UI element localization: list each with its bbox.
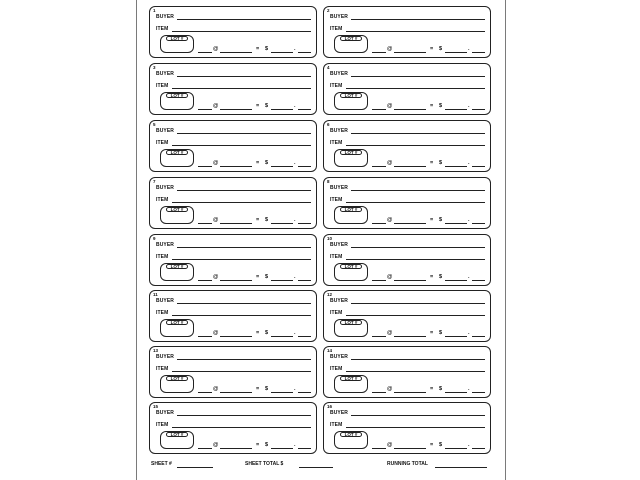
dollar-symbol: $: [439, 274, 443, 280]
dollar-symbol: $: [265, 330, 269, 336]
slip-number: 5: [153, 122, 156, 127]
buyer-line[interactable]: [351, 133, 485, 134]
sale-slip: [323, 346, 491, 398]
dollar-symbol: $: [439, 46, 443, 52]
quantity-line[interactable]: [372, 280, 386, 281]
equals-symbol: =: [256, 46, 260, 52]
equals-symbol: =: [256, 274, 260, 280]
quantity-line[interactable]: [198, 392, 212, 393]
dollars-line[interactable]: [271, 336, 293, 337]
equals-symbol: =: [430, 217, 434, 223]
slip-number: 15: [153, 404, 159, 409]
dollars-line[interactable]: [445, 280, 467, 281]
buyer-line[interactable]: [177, 247, 311, 248]
equals-symbol: =: [256, 160, 260, 166]
price-each-line[interactable]: [394, 448, 426, 449]
buyer-label: BUYER: [156, 71, 175, 77]
dollar-symbol: $: [439, 160, 443, 166]
dollars-line[interactable]: [445, 52, 467, 53]
quantity-line[interactable]: [372, 109, 386, 110]
running-total-label: RUNNING TOTAL: [387, 461, 428, 467]
dollar-symbol: $: [265, 103, 269, 109]
item-label: ITEM: [156, 310, 169, 316]
quantity-line[interactable]: [198, 223, 212, 224]
sale-slip: [149, 402, 317, 454]
price-each-line[interactable]: [220, 166, 252, 167]
at-symbol: @: [213, 442, 219, 448]
price-each-line[interactable]: [394, 392, 426, 393]
item-label: ITEM: [330, 310, 343, 316]
price-each-line[interactable]: [220, 336, 252, 337]
buyer-line[interactable]: [351, 190, 485, 191]
decimal-symbol: .: [468, 103, 470, 109]
item-line[interactable]: [346, 259, 485, 260]
item-line[interactable]: [172, 427, 311, 428]
cents-line[interactable]: [472, 448, 485, 449]
item-line[interactable]: [172, 202, 311, 203]
price-each-line[interactable]: [220, 448, 252, 449]
decimal-symbol: .: [294, 274, 296, 280]
lot-label: LOT #: [166, 207, 188, 212]
decimal-symbol: .: [468, 274, 470, 280]
decimal-symbol: .: [468, 330, 470, 336]
slip-number: 8: [327, 179, 330, 184]
sheet-number-label: SHEET #: [151, 461, 172, 467]
item-label: ITEM: [330, 83, 343, 89]
item-label: ITEM: [330, 140, 343, 146]
lot-label: LOT #: [166, 264, 188, 269]
item-label: ITEM: [156, 366, 169, 372]
item-line[interactable]: [346, 145, 485, 146]
at-symbol: @: [387, 330, 393, 336]
item-label: ITEM: [156, 140, 169, 146]
buyer-line[interactable]: [351, 247, 485, 248]
item-line[interactable]: [172, 315, 311, 316]
quantity-line[interactable]: [198, 52, 212, 53]
at-symbol: @: [213, 274, 219, 280]
at-symbol: @: [387, 46, 393, 52]
slip-number: 16: [327, 404, 333, 409]
buyer-label: BUYER: [330, 410, 349, 416]
quantity-line[interactable]: [198, 166, 212, 167]
price-each-line[interactable]: [220, 223, 252, 224]
at-symbol: @: [387, 217, 393, 223]
quantity-line[interactable]: [372, 336, 386, 337]
item-label: ITEM: [156, 254, 169, 260]
slip-number: 12: [327, 292, 333, 297]
buyer-line[interactable]: [177, 190, 311, 191]
dollars-line[interactable]: [271, 52, 293, 53]
buyer-label: BUYER: [156, 185, 175, 191]
at-symbol: @: [387, 442, 393, 448]
dollar-symbol: $: [265, 160, 269, 166]
dollars-line[interactable]: [271, 109, 293, 110]
buyer-line[interactable]: [351, 303, 485, 304]
buyer-line[interactable]: [177, 415, 311, 416]
item-label: ITEM: [330, 26, 343, 32]
item-line[interactable]: [346, 371, 485, 372]
sale-slip: [323, 290, 491, 342]
at-symbol: @: [213, 330, 219, 336]
dollar-symbol: $: [265, 46, 269, 52]
lot-label: LOT #: [340, 36, 362, 41]
quantity-line[interactable]: [198, 109, 212, 110]
sale-slip: [149, 6, 317, 58]
decimal-symbol: .: [294, 386, 296, 392]
cents-line[interactable]: [472, 392, 485, 393]
cents-line[interactable]: [472, 336, 485, 337]
buyer-label: BUYER: [330, 242, 349, 248]
cents-line[interactable]: [472, 223, 485, 224]
price-each-line[interactable]: [394, 280, 426, 281]
lot-label: LOT #: [340, 264, 362, 269]
buyer-label: BUYER: [330, 71, 349, 77]
price-each-line[interactable]: [394, 52, 426, 53]
dollars-line[interactable]: [271, 223, 293, 224]
dollar-symbol: $: [439, 217, 443, 223]
dollars-line[interactable]: [445, 336, 467, 337]
dollars-line[interactable]: [445, 109, 467, 110]
cents-line[interactable]: [298, 223, 311, 224]
dollars-line[interactable]: [271, 392, 293, 393]
item-line[interactable]: [172, 371, 311, 372]
quantity-line[interactable]: [372, 448, 386, 449]
lot-label: LOT #: [340, 93, 362, 98]
dollar-symbol: $: [439, 442, 443, 448]
at-symbol: @: [387, 274, 393, 280]
quantity-line[interactable]: [198, 280, 212, 281]
quantity-line[interactable]: [372, 52, 386, 53]
item-line[interactable]: [346, 88, 485, 89]
equals-symbol: =: [430, 442, 434, 448]
decimal-symbol: .: [294, 330, 296, 336]
item-line[interactable]: [346, 427, 485, 428]
lot-label: LOT #: [340, 150, 362, 155]
price-each-line[interactable]: [394, 109, 426, 110]
sale-slip: [149, 234, 317, 286]
buyer-line[interactable]: [351, 359, 485, 360]
dollars-line[interactable]: [445, 223, 467, 224]
sale-slip: [323, 63, 491, 115]
slip-number: 6: [327, 122, 330, 127]
buyer-line[interactable]: [351, 19, 485, 20]
price-each-line[interactable]: [220, 52, 252, 53]
slip-number: 4: [327, 65, 330, 70]
lot-label: LOT #: [166, 376, 188, 381]
buyer-label: BUYER: [156, 410, 175, 416]
lot-label: LOT #: [166, 36, 188, 41]
item-label: ITEM: [156, 422, 169, 428]
sale-slip: [149, 346, 317, 398]
equals-symbol: =: [256, 442, 260, 448]
decimal-symbol: .: [294, 217, 296, 223]
at-symbol: @: [213, 160, 219, 166]
slip-number: 3: [153, 65, 156, 70]
item-line[interactable]: [172, 145, 311, 146]
item-line[interactable]: [172, 259, 311, 260]
cents-line[interactable]: [298, 448, 311, 449]
cents-line[interactable]: [472, 280, 485, 281]
item-line[interactable]: [172, 31, 311, 32]
sale-slip: [323, 234, 491, 286]
sale-slip: [323, 120, 491, 172]
cents-line[interactable]: [472, 109, 485, 110]
cents-line[interactable]: [298, 280, 311, 281]
decimal-symbol: .: [294, 46, 296, 52]
dollars-line[interactable]: [271, 448, 293, 449]
buyer-line[interactable]: [177, 76, 311, 77]
cents-line[interactable]: [298, 166, 311, 167]
quantity-line[interactable]: [198, 448, 212, 449]
price-each-line[interactable]: [220, 280, 252, 281]
lot-label: LOT #: [340, 320, 362, 325]
slip-number: 11: [153, 292, 158, 297]
dollar-symbol: $: [439, 103, 443, 109]
dollar-symbol: $: [265, 274, 269, 280]
price-each-line[interactable]: [394, 336, 426, 337]
dollar-symbol: $: [439, 386, 443, 392]
sale-slip: [323, 177, 491, 229]
dollars-line[interactable]: [271, 166, 293, 167]
equals-symbol: =: [430, 160, 434, 166]
equals-symbol: =: [430, 274, 434, 280]
buyer-label: BUYER: [330, 185, 349, 191]
slip-number: 1: [153, 8, 156, 13]
at-symbol: @: [213, 103, 219, 109]
cents-line[interactable]: [472, 166, 485, 167]
buyer-label: BUYER: [156, 128, 175, 134]
item-label: ITEM: [330, 197, 343, 203]
sale-slip: [149, 63, 317, 115]
item-label: ITEM: [156, 83, 169, 89]
running-total-line[interactable]: [435, 467, 487, 468]
sale-slip: [323, 402, 491, 454]
at-symbol: @: [387, 386, 393, 392]
lot-label: LOT #: [166, 93, 188, 98]
quantity-line[interactable]: [372, 166, 386, 167]
buyer-label: BUYER: [330, 128, 349, 134]
slip-number: 10: [327, 236, 333, 241]
lot-label: LOT #: [166, 432, 188, 437]
decimal-symbol: .: [468, 46, 470, 52]
dollar-symbol: $: [265, 386, 269, 392]
cents-line[interactable]: [298, 52, 311, 53]
buyer-label: BUYER: [156, 242, 175, 248]
equals-symbol: =: [430, 386, 434, 392]
price-each-line[interactable]: [394, 166, 426, 167]
buyer-line[interactable]: [177, 133, 311, 134]
cents-line[interactable]: [298, 336, 311, 337]
buyer-label: BUYER: [330, 298, 349, 304]
equals-symbol: =: [430, 46, 434, 52]
cents-line[interactable]: [298, 392, 311, 393]
item-label: ITEM: [330, 254, 343, 260]
buyer-label: BUYER: [330, 14, 349, 20]
lot-label: LOT #: [166, 320, 188, 325]
slip-number: 7: [153, 179, 156, 184]
sale-slip: [323, 6, 491, 58]
slip-number: 2: [327, 8, 330, 13]
equals-symbol: =: [256, 386, 260, 392]
sheet-number-line[interactable]: [177, 467, 213, 468]
item-line[interactable]: [172, 88, 311, 89]
at-symbol: @: [213, 386, 219, 392]
dollar-symbol: $: [265, 217, 269, 223]
equals-symbol: =: [256, 217, 260, 223]
at-symbol: @: [387, 103, 393, 109]
dollars-line[interactable]: [445, 166, 467, 167]
price-each-line[interactable]: [220, 109, 252, 110]
item-line[interactable]: [346, 31, 485, 32]
item-label: ITEM: [156, 197, 169, 203]
decimal-symbol: .: [468, 386, 470, 392]
item-label: ITEM: [330, 422, 343, 428]
buyer-line[interactable]: [177, 303, 311, 304]
sheet-total-line[interactable]: [299, 467, 333, 468]
lot-label: LOT #: [340, 207, 362, 212]
slip-number: 13: [153, 348, 159, 353]
dollar-symbol: $: [439, 330, 443, 336]
buyer-label: BUYER: [156, 298, 175, 304]
item-line[interactable]: [346, 202, 485, 203]
lot-label: LOT #: [340, 376, 362, 381]
decimal-symbol: .: [468, 442, 470, 448]
buyer-line[interactable]: [177, 359, 311, 360]
quantity-line[interactable]: [372, 392, 386, 393]
at-symbol: @: [387, 160, 393, 166]
cents-line[interactable]: [298, 109, 311, 110]
quantity-line[interactable]: [372, 223, 386, 224]
decimal-symbol: .: [294, 160, 296, 166]
buyer-line[interactable]: [177, 19, 311, 20]
price-each-line[interactable]: [220, 392, 252, 393]
sale-slip: [149, 177, 317, 229]
decimal-symbol: .: [294, 103, 296, 109]
equals-symbol: =: [430, 330, 434, 336]
buyer-label: BUYER: [156, 354, 175, 360]
item-label: ITEM: [156, 26, 169, 32]
dollars-line[interactable]: [271, 280, 293, 281]
dollar-symbol: $: [265, 442, 269, 448]
lot-label: LOT #: [340, 432, 362, 437]
buyer-line[interactable]: [351, 415, 485, 416]
dollars-line[interactable]: [445, 392, 467, 393]
at-symbol: @: [213, 46, 219, 52]
dollars-line[interactable]: [445, 448, 467, 449]
decimal-symbol: .: [468, 217, 470, 223]
decimal-symbol: .: [468, 160, 470, 166]
sheet-total-label: SHEET TOTAL $: [245, 461, 284, 467]
buyer-label: BUYER: [330, 354, 349, 360]
slip-number: 9: [153, 236, 156, 241]
at-symbol: @: [213, 217, 219, 223]
item-label: ITEM: [330, 366, 343, 372]
bidder-sheet: [136, 0, 506, 480]
item-line[interactable]: [346, 315, 485, 316]
buyer-line[interactable]: [351, 76, 485, 77]
sale-slip: [149, 290, 317, 342]
equals-symbol: =: [256, 330, 260, 336]
cents-line[interactable]: [472, 52, 485, 53]
quantity-line[interactable]: [198, 336, 212, 337]
buyer-label: BUYER: [156, 14, 175, 20]
sale-slip: [149, 120, 317, 172]
lot-label: LOT #: [166, 150, 188, 155]
decimal-symbol: .: [294, 442, 296, 448]
equals-symbol: =: [256, 103, 260, 109]
slip-number: 14: [327, 348, 333, 353]
price-each-line[interactable]: [394, 223, 426, 224]
equals-symbol: =: [430, 103, 434, 109]
